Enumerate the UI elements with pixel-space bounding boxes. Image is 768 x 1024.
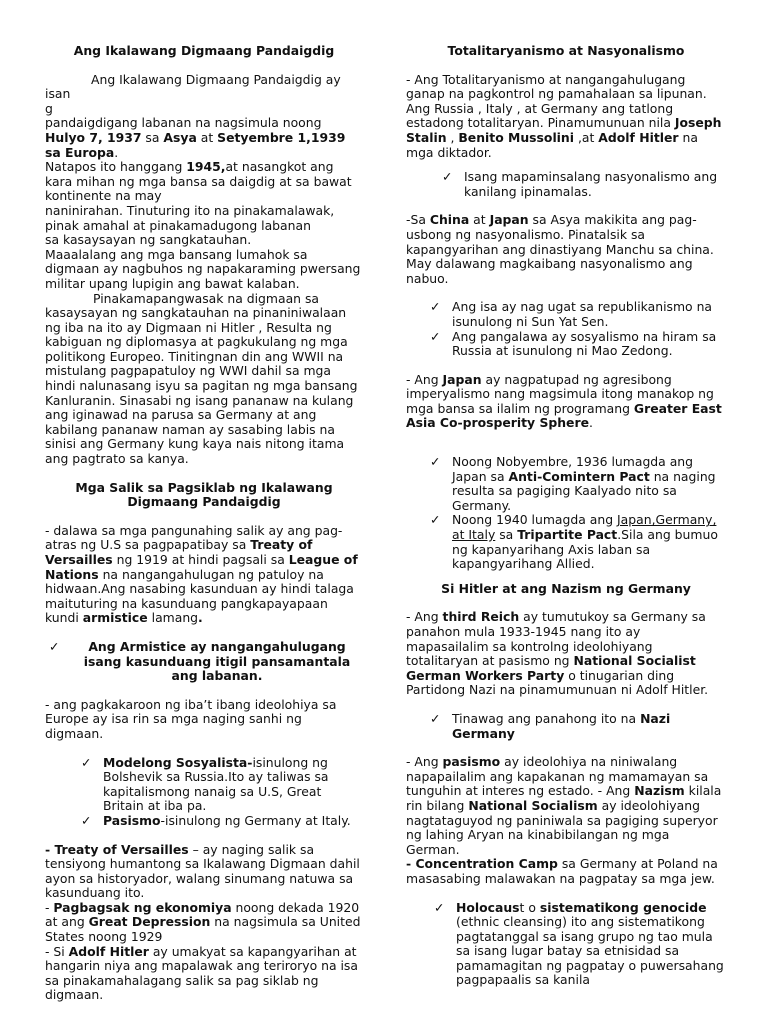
check-icon: ✓ — [81, 812, 92, 828]
end-paragraph: Natapos ito hanggang 1945,at nasangkot ang kara mihan ng mga bansa sa daigdig at sa bawat kontinente na may — [45, 159, 352, 204]
list-item-holocaust: ✓ Holocaust o sistematikong genocide (ethnic cleansing) ito ang sistematikong pagtatanggal sa isang grupo ng tao mula sa isang lugar batay sa etnisidad sa pamamagitan ng pagpatay o puwersahang pagpapaalis sa kanila — [434, 899, 724, 988]
intro-line-2: g — [45, 100, 53, 116]
third-reich-paragraph: - Ang third Reich ay tumutukoy sa Germany sa panahon mula 1933-1945 nang ito ay mapasailalim sa kontrolng ideolohiyang totalitaryan at pasismo ng National Socialist German Workers Party o tinugarian ding Partidong Nazi na pinamumunuan ni Adolf Hitler. — [406, 609, 709, 698]
right-column — [406, 44, 726, 988]
hitler-nazism-title: Si Hitler at ang Nazism ng Germany — [441, 580, 691, 596]
causes-paragraph: - dalawa sa mga pangunahing salik ay ang pag-atras ng U.S sa pagpapatibay sa Treaty of Versailles ng 1919 at hindi pagsali sa League of Nations na nangangahulugan ng patuloy na hidwaan.Ang nasabing kasunduan ay hindi talaga maituturing na kasunduang pangkapayapaan kundi armistice lamang. — [45, 522, 358, 626]
check-icon: ✓ — [49, 638, 60, 654]
left-section-title: Ang Ikalawang Digmaang Pandaigdig — [73, 43, 335, 58]
check-icon: ✓ — [430, 512, 441, 528]
check-icon: ✓ — [430, 299, 441, 315]
intro-line-1: Ang Ikalawang Digmaang Pandaigdig ay isan — [45, 71, 341, 102]
list-item-socialist-model: ✓ Modelong Sosyalista-isinulong ng Bolshevik sa Russia.Ito ay taliwas sa kapitalismong nanaig sa U.S, Great Britain at iba pa. — [81, 754, 329, 814]
fascism-nazism-paragraph: - Ang pasismo ay ideolohiya na niniwalang napapailalim ang kapakanan ng mamamayan sa tunguhin at interes ng estado. - Ang Nazism kilala rin bilang National Socialism ay ideolohiyang nagtataguyod ng paniniwala sa pagiging superyor ng lahing Aryan na kinabibilangan ng mga German. — [406, 754, 722, 857]
check-icon: ✓ — [430, 454, 441, 470]
list-item-nationalism: ✓ Isang mapaminsalang nasyonalismo ang kanilang ipinamalas. — [442, 169, 718, 199]
intro-paragraph: pandaigdigang labanan na nagsimula noong Hulyo 7, 1937 sa Asya at Setyembre 1,1939 sa Europa. — [45, 115, 346, 160]
hitler-paragraph: - Si Adolf Hitler ay umakyat sa kapangyarihan at hangarin niya ang mapalawak ang teriroryo na isa sa pinakamahalagang salik sa pag siklab ng digmaan. — [45, 943, 358, 1003]
right-section-title: Totalitaryanismo at Nasyonalismo — [447, 43, 685, 58]
left-column — [45, 44, 363, 1003]
destruction-paragraph: Pinakamapangwasak na digmaan sa kasaysayan ng sangkatauhan na pinaniniwalaan ng iba na ito ay Digmaan ni Hitler , Resulta ng kabiguan ng diplomasya at pagkukulang ng mga politikong Europeo. Tinitingnan din ang WWII na mistulang pagpapatuloy ng WWI dahil sa mga hindi nalunasang isyu sa pagitan ng mga bansang Kanluranin. Sinasabi ng isang pananaw na kulang ang iginawad na parusa sa Germany at ang kabilang pananaw naman ay sasabing labis na sinisi ang Germany kung kaya nais nitong itama ang pagtrato sa kanya. — [45, 290, 358, 467]
totalitarianism-paragraph: - Ang Totalitaryanismo at nangangahulugang ganap na pagkontrol ng pamahalaan sa lipunan. Ang Russia , Italy , at Germany ang tatlong estadong totalitaryan. Pinamumunuan nila Joseph Stalin , Benito Mussolini ,at Adolf Hitler na mga diktador. — [406, 71, 722, 160]
japan-imperialism-paragraph: - Ang Japan ay nagpatupad ng agresibong imperyalismo nang magsimula itong manakop ng mga bansa sa ilalim ng programang Greater East Asia Co-prosperity Sphere. — [406, 371, 722, 431]
list-item-nazi-germany: ✓ Tinawag ang panahong ito na Nazi Germany — [430, 710, 671, 741]
economy-paragraph: - Pagbagsak ng ekonomiya noong dekada 1920 at ang Great Depression na nagsimula sa United States noong 1929 — [45, 899, 361, 945]
check-icon: ✓ — [81, 754, 92, 770]
scope-paragraph: naninirahan. Tinuturing ito na pinakamalawak, pinak amahal at pinakamadugong labanan — [45, 202, 335, 233]
check-icon: ✓ — [430, 710, 441, 726]
list-item-fascism: ✓ Pasismo-isinulong ng Germany at Italy. — [81, 812, 351, 828]
concentration-camp-paragraph: - Concentration Camp sa Germany at Poland na masasabing malawakan na pagpatay sa mga jew. — [406, 856, 718, 886]
list-item-anti-comintern: ✓ Noong Nobyembre, 1936 lumagda ang Japan sa Anti-Comintern Pact na naging resulta sa pagiging Kaalyado nito sa Germany. — [430, 454, 716, 513]
list-item-mao-zedong: ✓ Ang pangalawa ay sosyalismo na hiram sa Russia at isunulong ni Mao Zedong. — [430, 328, 717, 359]
ideology-paragraph: - ang pagkakaroon ng iba’t ibang ideolohiya sa Europe ay isa rin sa mga naging sanhi ng digmaan. — [45, 696, 337, 741]
scope-paragraph-end: sa kasaysayan ng sangkatauhan. — [45, 232, 252, 248]
check-icon: ✓ — [430, 328, 441, 344]
check-icon: ✓ — [442, 169, 453, 185]
causes-title: Mga Salik sa Pagsiklab ng Ikalawang Digmaang Pandaigdig — [75, 479, 333, 510]
armistice-definition: ✓ Ang Armistice ay nangangahulugang isang kasunduang itigil pansamantala ang labanan. — [49, 638, 351, 684]
versailles-paragraph: - Treaty of Versailles – ay naging salik sa tensiyong humantong sa Ikalawang Digmaan dahil ayon sa historyador, walang sinumang natuwa sa kasunduang ito. — [45, 841, 360, 901]
asia-nationalism-paragraph: -Sa China at Japan sa Asya makikita ang pag-usbong ng nasyonalismo. Pinatalsik sa kapangyarihan ang dinastiyang Manchu sa china. May dalawang magkaibang nasyonalismo ang nabuo. — [406, 212, 714, 286]
list-item-sun-yat-sen: ✓ Ang isa ay nag ugat sa republikanismo na isunulong ni Sun Yat Sen. — [430, 299, 713, 329]
check-icon: ✓ — [434, 899, 445, 915]
list-item-tripartite: ✓ Noong 1940 lumagda ang Japan,Germany, at Italy sa Tripartite Pact.Sila ang bumuo ng kapanyarihang Axis laban sa kapangyarihang Allied. — [430, 512, 718, 572]
participants-paragraph: Maaalalang ang mga bansang lumahok sa digmaan ay nagbuhos ng napakaraming pwersang militar upang lupigin ang bawat kalaban. — [45, 246, 361, 291]
